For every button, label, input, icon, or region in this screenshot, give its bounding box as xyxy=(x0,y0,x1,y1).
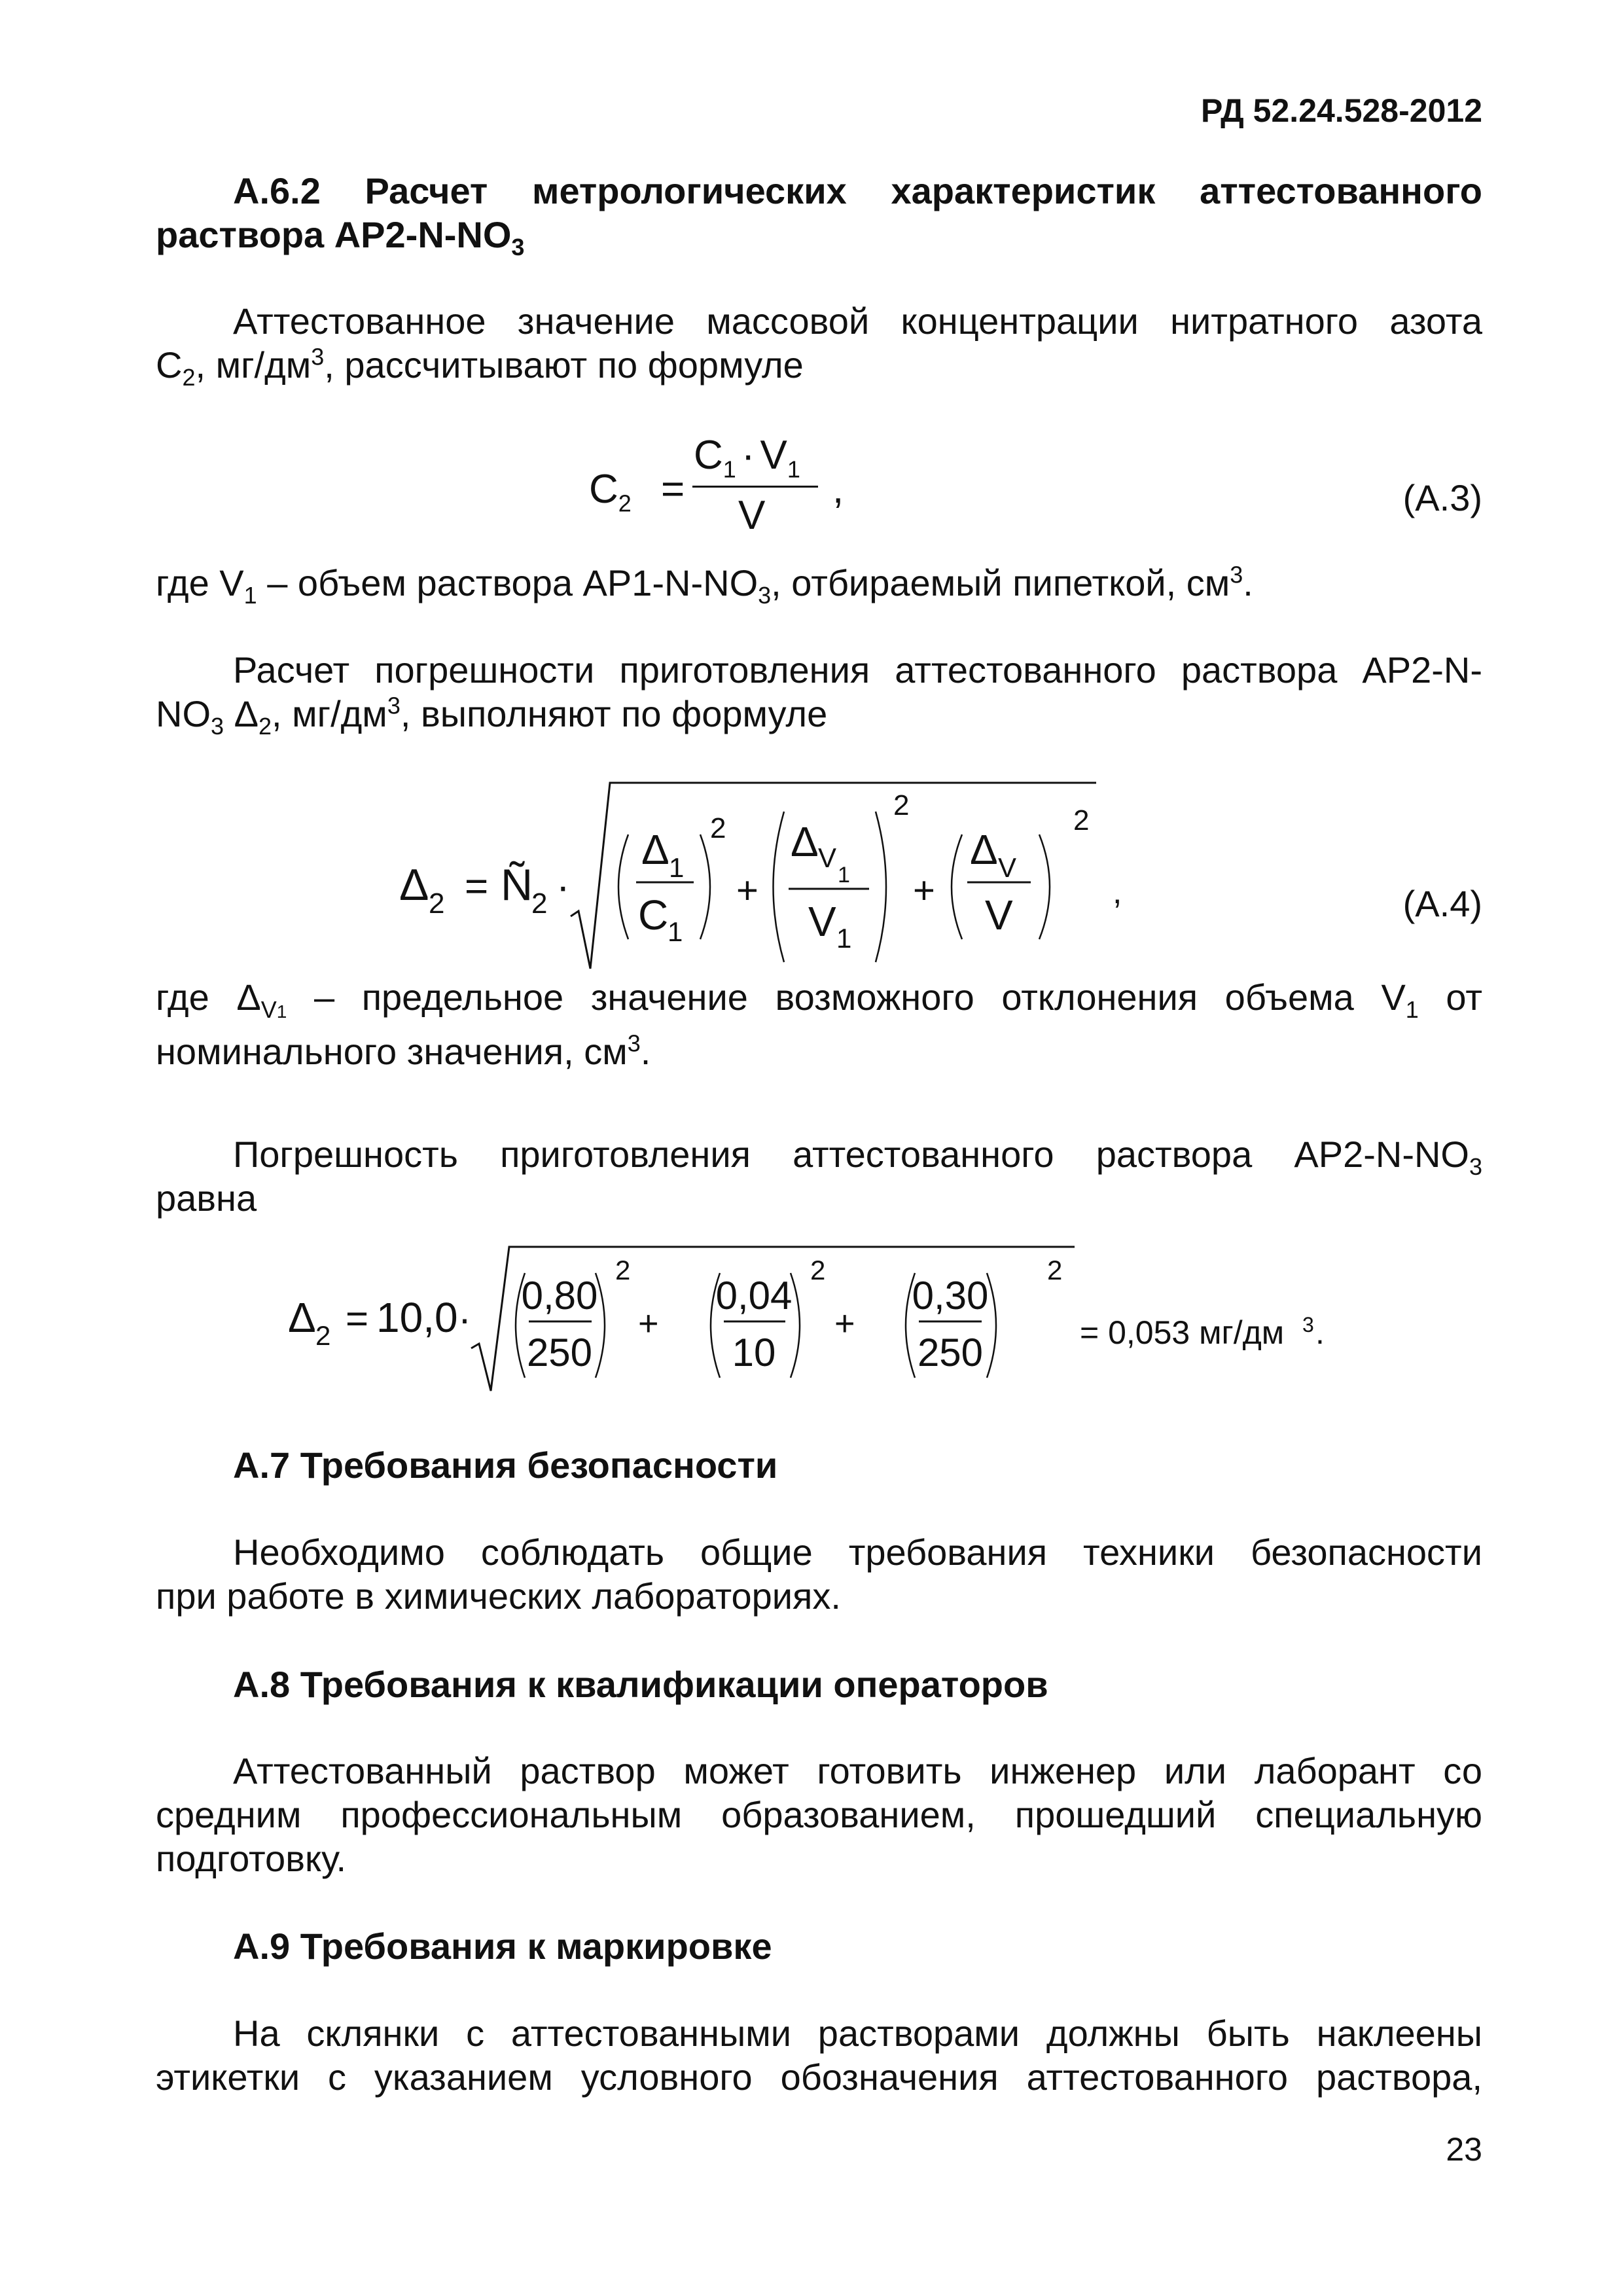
calc-equals: = xyxy=(346,1297,369,1340)
calc-t1-power: 2 xyxy=(615,1255,631,1285)
a7-line-2: при работе в химических лабораториях. xyxy=(156,1575,841,1617)
a4-paren-close-1 xyxy=(700,834,710,939)
calc-plus-2: + xyxy=(834,1304,855,1343)
formula-a3 xyxy=(589,432,916,550)
paragraph-1-line-1: Аттестованное значение массовой концентрации нитратного азота xyxy=(233,300,1482,342)
heading-sub: 3 xyxy=(511,234,525,261)
where2-end: от xyxy=(1418,977,1482,1018)
p2-no: NO xyxy=(156,693,211,734)
a4-paren-close-2 xyxy=(876,812,886,962)
a3-lhs-letter: C xyxy=(589,467,618,512)
a4-t2-num-sub: V xyxy=(818,842,837,873)
a4-paren-open-3 xyxy=(952,834,962,939)
document-code: РД 52.24.528-2012 xyxy=(1200,92,1482,129)
formula-a4 xyxy=(380,772,1165,988)
a7-line-1: Необходимо соблюдать общие требования техники безопасности xyxy=(233,1532,1482,1573)
where1-text: – объем раствора АР1-N-NO xyxy=(257,562,758,603)
a3-comma: , xyxy=(832,467,844,512)
paragraph-3-line-2: равна xyxy=(156,1177,257,1219)
a3-equals: = xyxy=(661,467,685,512)
a4-paren-open-1 xyxy=(618,834,628,939)
calc-coef: 10,0 xyxy=(376,1294,458,1341)
where1-end: . xyxy=(1243,562,1253,603)
p2-rest: , выполняют по формуле xyxy=(400,693,828,734)
where2-prefix: где Δ xyxy=(156,977,261,1018)
paragraph-1 xyxy=(156,299,1482,391)
calc-lhs-sub: 2 xyxy=(315,1320,331,1351)
where2-line-1 xyxy=(156,975,1482,1024)
calc-t1-num: 0,80 xyxy=(521,1274,598,1318)
where2-line-2 xyxy=(156,1030,1482,1073)
a4-lhs: Δ xyxy=(399,860,429,910)
where2-sub2: 1 xyxy=(1405,996,1419,1024)
a4-plus-1: + xyxy=(736,869,758,912)
p1-rest: , рассчитывают по формуле xyxy=(324,344,804,386)
a3-numerator xyxy=(694,432,800,483)
formula-calculation xyxy=(275,1240,1387,1397)
p2-unit: , мг/дм xyxy=(272,693,387,734)
a8-line-3: подготовку. xyxy=(156,1838,347,1879)
calc-dot: · xyxy=(458,1297,471,1340)
p1-sup: 3 xyxy=(311,343,325,370)
a3-num-c: C xyxy=(694,433,723,478)
paragraph-3 xyxy=(156,1132,1482,1220)
a3-num-dot: · xyxy=(741,433,755,478)
where2-sub: V xyxy=(260,996,277,1024)
p1-sub: 2 xyxy=(182,364,196,391)
paragraph-1-line-2 xyxy=(156,343,1482,391)
a4-t2-den: V xyxy=(808,898,836,945)
where2-line2-end: . xyxy=(640,1031,651,1072)
a4-t2-num: Δ xyxy=(791,818,819,865)
paragraph-3-line-1 xyxy=(156,1132,1482,1181)
a3-lhs-sub: 2 xyxy=(618,490,632,517)
a4-paren-close-3 xyxy=(1039,834,1050,939)
calc-result-end: . xyxy=(1315,1314,1325,1351)
p3-text: Погрешность приготовления аттестованного раствора АР2-N-NO xyxy=(233,1134,1469,1175)
p2-sub: 3 xyxy=(211,713,224,740)
a3-num-c-sub: 1 xyxy=(722,456,736,483)
a4-dot: · xyxy=(556,864,570,909)
calc-t3-power: 2 xyxy=(1047,1255,1063,1285)
a4-t3-num: Δ xyxy=(970,826,998,873)
heading-line-2 xyxy=(156,213,1482,261)
a9-line-2: этикетки с указанием условного обозначения аттестованного раствора, xyxy=(156,2056,1482,2098)
where2-line2-text: номинального значения, см xyxy=(156,1031,628,1072)
p2-sub2: 2 xyxy=(259,713,272,740)
calc-t2-num: 0,04 xyxy=(715,1274,793,1318)
heading-line-2-text: раствора АР2-N-NO xyxy=(156,214,512,255)
where2-sup: 3 xyxy=(627,1030,641,1057)
calc-t2-den: 10 xyxy=(732,1331,776,1374)
a4-coef: Ñ xyxy=(501,860,533,910)
a4-t2-num-subsub: 1 xyxy=(838,863,850,888)
calc-result-sup: 3 xyxy=(1302,1313,1314,1336)
section-a8-text xyxy=(156,1749,1482,1880)
a4-paren-open-2 xyxy=(774,812,785,962)
page-number: 23 xyxy=(1446,2131,1482,2168)
a4-t2-den-sub: 1 xyxy=(836,923,852,954)
calc-t1-den: 250 xyxy=(526,1331,593,1374)
a9-line-1: На склянки с аттестованными растворами должны быть наклеены xyxy=(233,2013,1482,2054)
calc-t2-power: 2 xyxy=(810,1255,826,1285)
calc-lhs: Δ xyxy=(288,1294,316,1341)
a4-t3-power: 2 xyxy=(1073,804,1090,836)
a4-t3-num-sub: V xyxy=(998,852,1017,883)
section-heading-a9: А.9 Требования к маркировке xyxy=(233,1926,772,1967)
a3-num-v-sub: 1 xyxy=(787,456,800,483)
a4-t1-num-sub: 1 xyxy=(669,852,685,883)
a4-plus-2: + xyxy=(913,869,935,912)
a4-comma: , xyxy=(1113,873,1122,911)
a4-t1-den-sub: 1 xyxy=(668,916,683,947)
paragraph-2-line-1: Расчет погрешности приготовления аттестованного раствора АР2-N- xyxy=(233,649,1482,691)
a4-t2-power: 2 xyxy=(893,789,910,821)
where1-sub2: 3 xyxy=(758,582,772,609)
heading-line-1: А.6.2 Расчет метрологических характеристик аттестованного xyxy=(233,170,1482,211)
section-a7-text xyxy=(156,1530,1482,1618)
where1-prefix: где V xyxy=(156,562,244,603)
a4-t1-den: C xyxy=(638,891,669,939)
p2-delta: Δ xyxy=(224,693,259,734)
where1-sup: 3 xyxy=(1230,561,1243,588)
calc-t3-den: 250 xyxy=(917,1331,984,1374)
p3-sub: 3 xyxy=(1469,1153,1482,1181)
where-delta-v1 xyxy=(156,975,1482,1073)
section-heading-a7: А.7 Требования безопасности xyxy=(233,1444,778,1486)
section-heading-a62 xyxy=(156,169,1482,261)
a4-coef-sub: 2 xyxy=(531,888,548,920)
a8-line-1: Аттестованный раствор может готовить инженер или лаборант со xyxy=(233,1750,1482,1791)
section-a9-text xyxy=(156,2011,1482,2099)
a4-t3-den: V xyxy=(985,891,1013,939)
where2-subsub: 1 xyxy=(276,1001,287,1022)
paragraph-2-line-2 xyxy=(156,692,1482,740)
p2-sup: 3 xyxy=(387,692,401,719)
a3-fraction-bar xyxy=(692,486,818,488)
p1-unit: , мг/дм xyxy=(195,344,312,386)
a3-num-v: V xyxy=(760,433,787,478)
equation-number-a4: (А.4) xyxy=(1402,883,1482,924)
where1-text2: , отбираемый пипеткой, см xyxy=(771,562,1230,603)
paragraph-2 xyxy=(156,648,1482,740)
section-heading-a8: А.8 Требования к квалификации операторов xyxy=(233,1664,1048,1705)
a4-lhs-sub: 2 xyxy=(429,888,445,920)
a8-line-2: средним профессиональным образованием, прошедший специальную xyxy=(156,1794,1482,1835)
equation-number-a3: (А.3) xyxy=(1402,477,1482,518)
where-v1 xyxy=(156,561,1482,609)
a4-t1-power: 2 xyxy=(710,812,726,844)
a4-t1-num: Δ xyxy=(641,826,669,873)
where2-text: – предельное значение возможного отклонения объема V xyxy=(287,977,1406,1018)
formula-a3-lhs xyxy=(589,466,632,517)
p1-c: С xyxy=(156,344,183,386)
where1-sub1: 1 xyxy=(243,582,257,609)
calc-result: = 0,053 мг/дм xyxy=(1080,1314,1285,1351)
a3-denominator: V xyxy=(738,493,766,538)
calc-t3-num: 0,30 xyxy=(912,1274,989,1318)
a4-equals: = xyxy=(465,864,489,909)
calc-plus-1: + xyxy=(638,1304,659,1343)
